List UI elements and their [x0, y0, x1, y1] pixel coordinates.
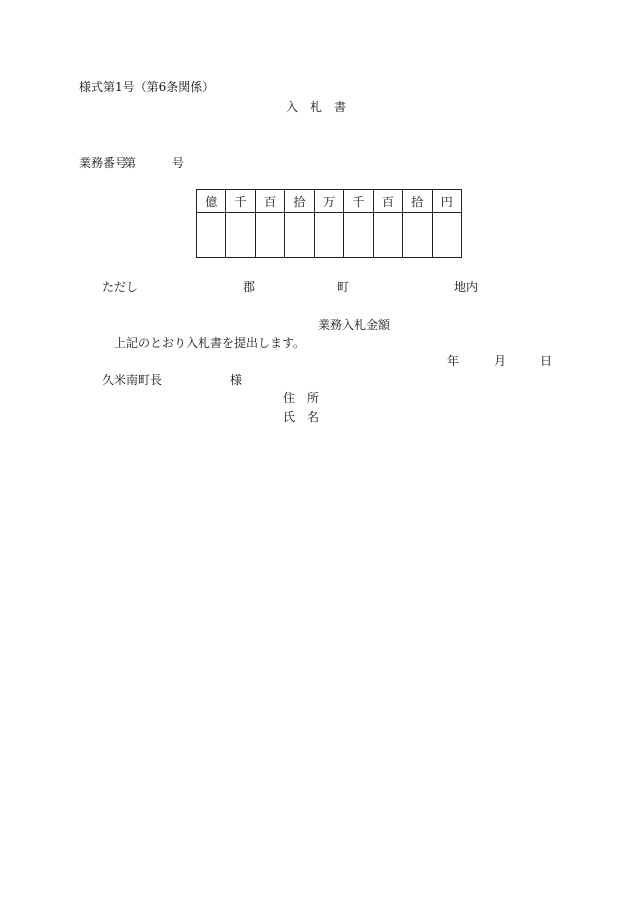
date-day: 日 [540, 354, 553, 368]
date-month: 月 [494, 354, 507, 368]
amount-cell[interactable] [432, 213, 462, 258]
addressee-name: 久米南町長 [102, 373, 163, 387]
amount-unit-man: 万 [314, 190, 343, 213]
bidder-address-label: 住 所 [283, 391, 320, 405]
amount-unit-oku: 億 [197, 190, 226, 213]
amount-unit-row [197, 190, 462, 213]
date-year: 年 [447, 354, 460, 368]
amount-unit-hyaku: 百 [373, 190, 402, 213]
business-number-prefix: 第 [124, 156, 137, 170]
location-label: ただし [102, 280, 139, 294]
location-gun: 郡 [243, 280, 256, 294]
addressee-honorific: 様 [230, 373, 243, 387]
amount-cell[interactable] [373, 213, 402, 258]
amount-unit-ju: 拾 [403, 190, 432, 213]
amount-unit-juman: 拾 [285, 190, 314, 213]
amount-cell[interactable] [255, 213, 284, 258]
amount-cell[interactable] [403, 213, 432, 258]
amount-cell[interactable] [197, 213, 226, 258]
business-number-label: 業務番号 [79, 156, 128, 170]
amount-unit-senman: 千 [226, 190, 255, 213]
location-cho: 町 [337, 280, 350, 294]
amount-unit-sen: 千 [344, 190, 373, 213]
amount-entry-row [197, 213, 462, 258]
amount-cell[interactable] [314, 213, 343, 258]
bidder-name-label: 氏 名 [283, 410, 320, 424]
amount-table [196, 189, 462, 258]
location-chinai: 地内 [454, 280, 479, 294]
amount-cell[interactable] [285, 213, 314, 258]
amount-cell[interactable] [344, 213, 373, 258]
amount-cell[interactable] [226, 213, 255, 258]
form-number: 様式第1号（第6条関係） [79, 80, 215, 94]
amount-unit-en: 円 [432, 190, 462, 213]
business-number-suffix: 号 [172, 156, 185, 170]
submission-statement: 上記のとおり入札書を提出します。 [114, 336, 306, 350]
document-title: 入 札 書 [286, 100, 347, 114]
amount-caption: 業務入札金額 [318, 318, 391, 332]
amount-unit-hyakuman: 百 [255, 190, 284, 213]
